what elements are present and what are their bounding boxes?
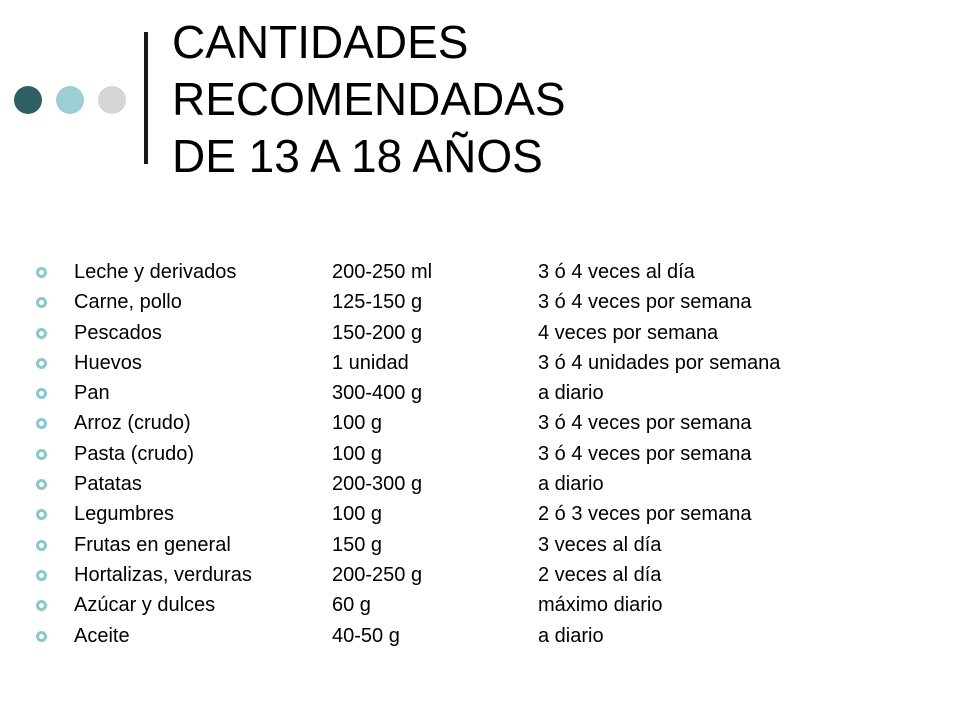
bullet-ring-icon [36,297,47,308]
bullet-ring-icon [36,631,47,642]
food-quantity: 100 g [332,503,383,526]
food-frequency: 2 ó 3 veces por semana [538,503,752,526]
bullet-ring-icon [36,358,47,369]
food-quantity: 125-150 g [332,291,423,314]
list-item [0,560,960,590]
food-frequency: 2 veces al día [538,563,662,586]
food-name: Arroz (crudo) [74,412,191,435]
food-name: Azúcar y dulces [74,594,216,617]
food-name: Patatas [74,473,142,496]
list-item [0,439,960,469]
bullet-ring-icon [36,479,47,490]
title-line: RECOMENDADAS [172,73,566,125]
bullet-ring-icon [36,600,47,611]
food-name: Frutas en general [74,533,231,556]
list-item [0,378,960,408]
food-frequency: 3 ó 4 unidades por semana [538,351,781,374]
food-name: Pescados [74,321,162,344]
list-item [0,348,960,378]
food-frequency: a diario [538,382,604,405]
bullet-ring-icon [36,570,47,581]
food-frequency: 3 ó 4 veces por semana [538,412,752,435]
list-item [0,257,960,287]
food-frequency: a diario [538,473,604,496]
list-item [0,621,960,651]
food-frequency: a diario [538,624,604,647]
food-quantity: 200-250 g [332,563,423,586]
title-line: DE 13 A 18 AÑOS [172,130,543,182]
food-frequency: 3 ó 4 veces por semana [538,291,752,314]
food-quantity: 200-300 g [332,473,423,496]
list-item [0,530,960,560]
bullet-ring-icon [36,267,47,278]
list-item [0,469,960,499]
dot-grey-icon [98,86,126,114]
food-quantity: 300-400 g [332,382,423,405]
food-quantity: 150 g [332,533,383,556]
food-name: Pan [74,382,110,405]
food-frequency: máximo diario [538,594,663,617]
food-quantity: 150-200 g [332,321,423,344]
bullet-ring-icon [36,388,47,399]
food-quantity: 1 unidad [332,351,409,374]
recommended-amounts-list [0,257,960,651]
food-frequency: 3 ó 4 veces al día [538,261,695,283]
food-name: Leche y derivados [74,261,237,283]
food-name: Legumbres [74,503,175,526]
bullet-ring-icon [36,328,47,339]
food-name: Huevos [74,351,142,374]
food-frequency: 4 veces por semana [538,321,719,344]
food-quantity: 100 g [332,412,383,435]
bullet-ring-icon [36,449,47,460]
food-quantity: 100 g [332,442,383,465]
list-item [0,408,960,438]
list-item [0,287,960,317]
bullet-ring-icon [36,418,47,429]
food-frequency: 3 veces al día [538,533,662,556]
food-quantity: 200-250 ml [332,261,433,283]
title-divider [144,32,148,164]
title-line: CANTIDADES [172,16,469,68]
dot-light-icon [56,86,84,114]
food-name: Hortalizas, verduras [74,563,252,586]
food-frequency: 3 ó 4 veces por semana [538,442,752,465]
list-item [0,590,960,620]
food-quantity: 40-50 g [332,624,400,647]
food-name: Aceite [74,624,130,647]
list-item [0,318,960,348]
food-name: Carne, pollo [74,291,182,314]
dot-dark-icon [14,86,42,114]
food-name: Pasta (crudo) [74,442,195,465]
food-quantity: 60 g [332,594,371,617]
bullet-ring-icon [36,509,47,520]
list-item [0,499,960,529]
slide-title [172,14,932,185]
bullet-ring-icon [36,540,47,551]
decorative-dots [14,86,126,114]
